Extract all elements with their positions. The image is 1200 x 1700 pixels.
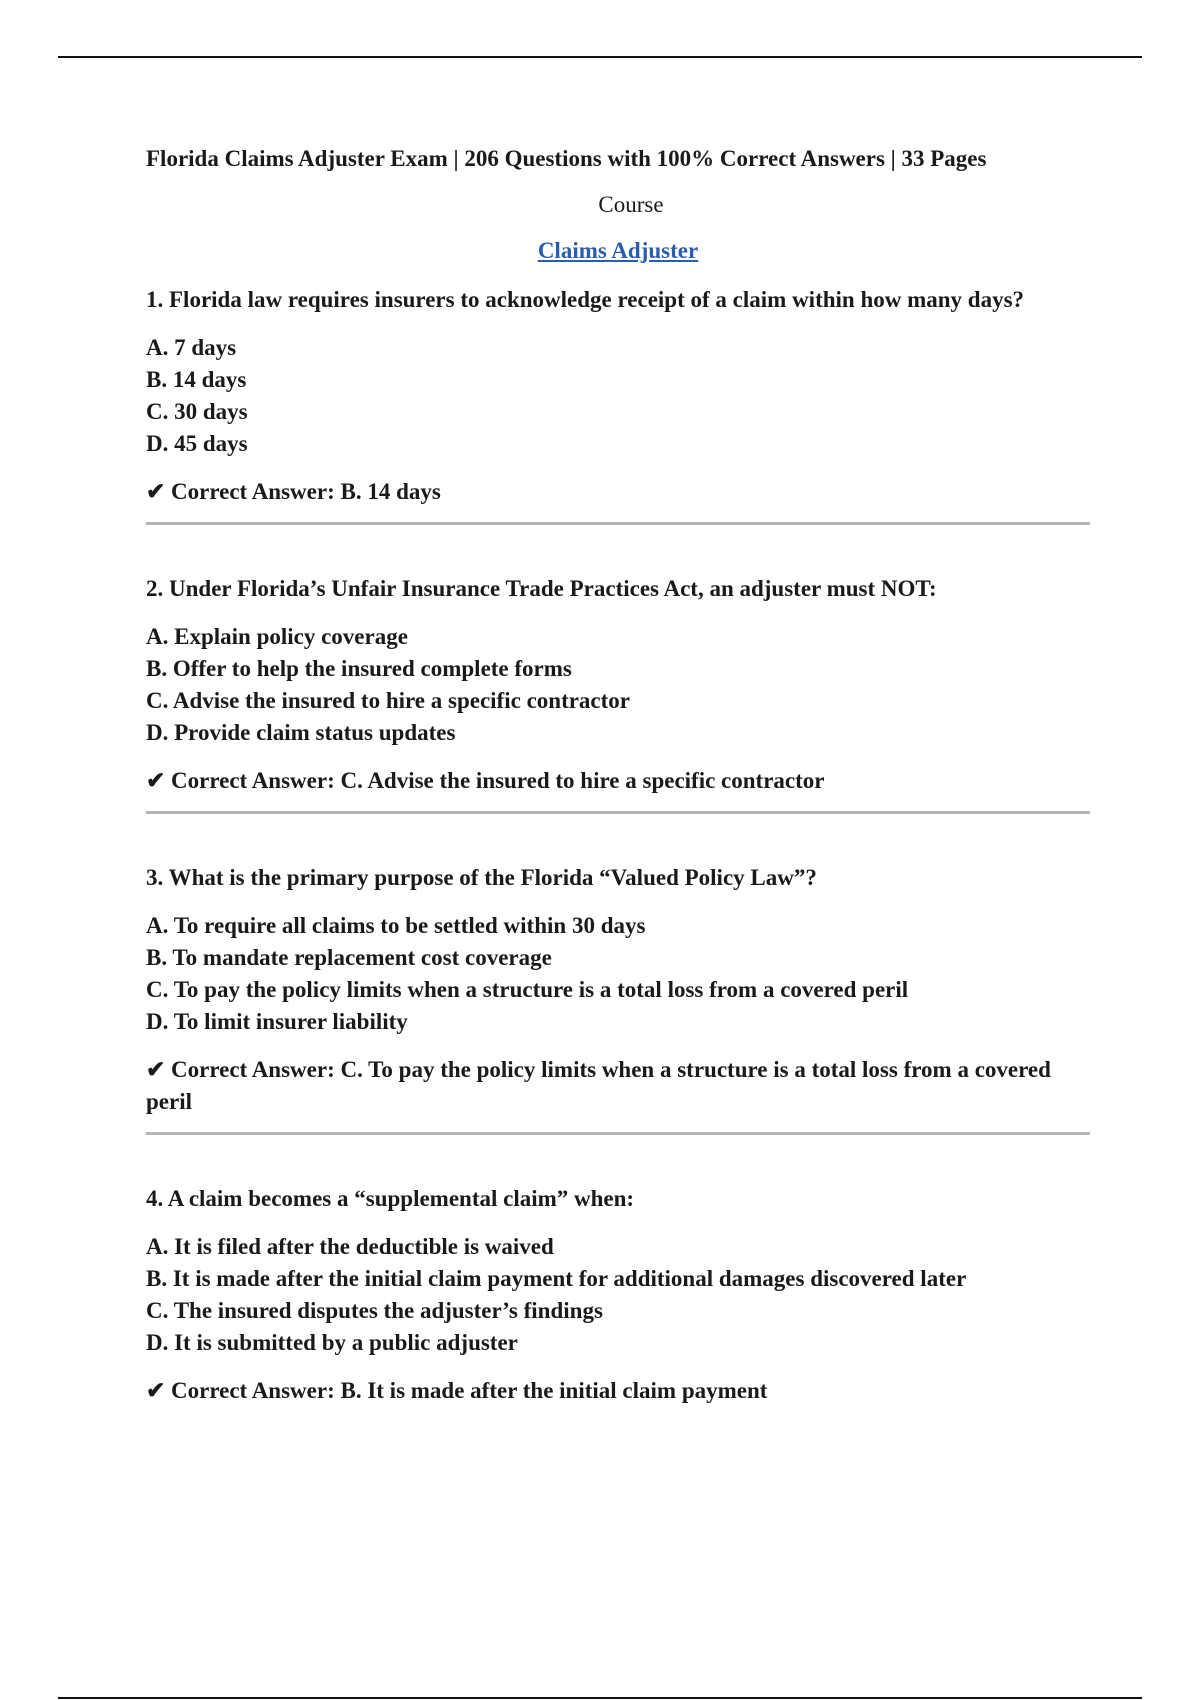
option-item: B. Offer to help the insured complete forms (146, 656, 572, 681)
option-item: D. It is submitted by a public adjuster (146, 1330, 518, 1355)
question-divider (146, 1132, 1090, 1135)
question-divider (146, 811, 1090, 814)
option-item: B. 14 days (146, 367, 247, 392)
option-item: A. It is filed after the deductible is waived (146, 1234, 554, 1259)
question-block (146, 1184, 1090, 1407)
option-item: D. Provide claim status updates (146, 720, 456, 745)
option-list (146, 621, 1090, 749)
correct-answer: ✔ Correct Answer: C. Advise the insured to hire a specific contractor (146, 768, 825, 793)
question-text: 1. Florida law requires insurers to acknowledge receipt of a claim within how many days? (146, 287, 1025, 312)
course-link[interactable]: Claims Adjuster (537, 238, 699, 263)
option-item: A. Explain policy coverage (146, 624, 408, 649)
option-item: A. To require all claims to be settled within 30 days (146, 913, 646, 938)
option-item: C. The insured disputes the adjuster’s findings (146, 1298, 603, 1323)
option-item: C. Advise the insured to hire a specific contractor (146, 688, 631, 713)
page-header-rule (58, 56, 1142, 58)
course-link-wrapper (146, 236, 1090, 269)
correct-answer: ✔ Correct Answer: C. To pay the policy limits when a structure is a total loss from a covered peril (146, 1057, 1051, 1114)
question-text: 4. A claim becomes a “supplemental claim” when: (146, 1186, 635, 1211)
option-item: C. To pay the policy limits when a structure is a total loss from a covered peril (146, 977, 909, 1002)
question-block (146, 285, 1090, 525)
option-item: B. It is made after the initial claim payment for additional damages discovered later (146, 1266, 967, 1291)
option-item: A. 7 days (146, 335, 237, 360)
question-text: 3. What is the primary purpose of the Florida “Valued Policy Law”? (146, 865, 817, 890)
option-item: D. To limit insurer liability (146, 1009, 408, 1034)
question-divider (146, 522, 1090, 525)
question-block (146, 863, 1090, 1135)
page-footer-rule (58, 1697, 1142, 1699)
correct-answer: ✔ Correct Answer: B. It is made after the initial claim payment (146, 1378, 768, 1403)
option-item: B. To mandate replacement cost coverage (146, 945, 552, 970)
question-text: 2. Under Florida’s Unfair Insurance Trade Practices Act, an adjuster must NOT: (146, 576, 937, 601)
option-item: D. 45 days (146, 431, 248, 456)
option-list (146, 1231, 1090, 1359)
document-body (146, 144, 1090, 1407)
document-title: Florida Claims Adjuster Exam | 206 Questions with 100% Correct Answers | 33 Pages (146, 146, 987, 171)
correct-answer: ✔ Correct Answer: B. 14 days (146, 479, 441, 504)
question-block (146, 574, 1090, 814)
option-item: C. 30 days (146, 399, 248, 424)
option-list (146, 332, 1090, 460)
option-list (146, 910, 1090, 1038)
course-label: Course (598, 192, 664, 217)
